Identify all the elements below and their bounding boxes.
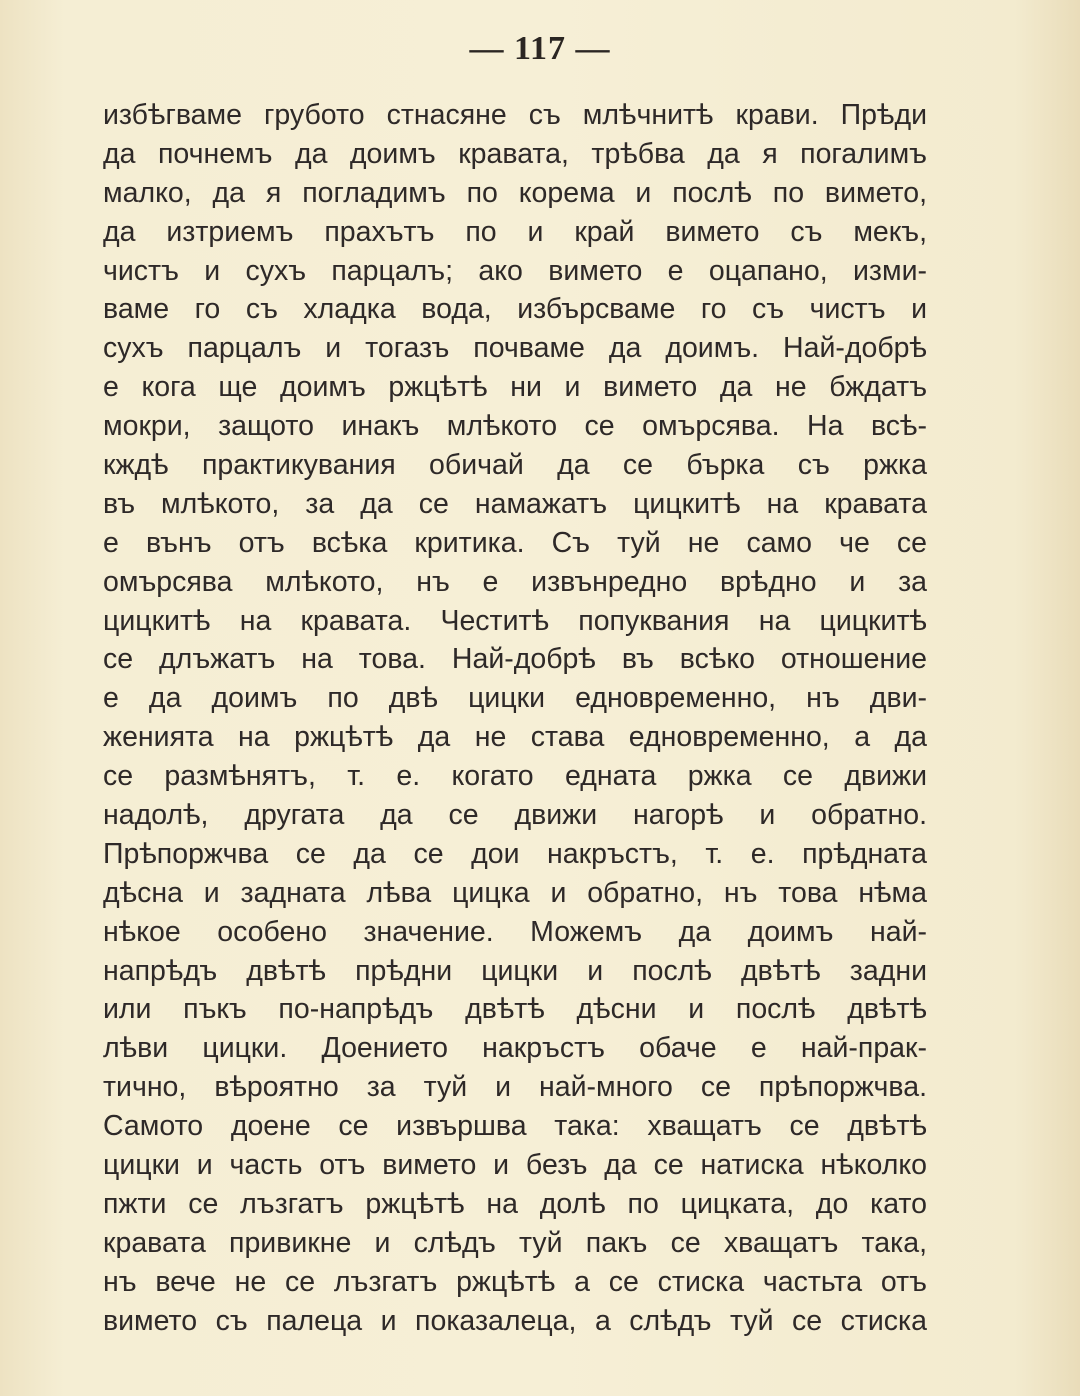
text-line: избѣгваме грубото стнасяне съ млѣчнитѣ крави. Прѣди xyxy=(103,99,927,131)
text-line: ваме го съ хладка вода, избърсваме го съ чистъ и xyxy=(103,293,927,326)
text-line: пжти се лъзгатъ ржцѣтѣ на долѣ по цицката, до като xyxy=(103,1187,927,1220)
text-line: дѣсна и задната лѣва цицка и обратно, нъ това нѣма xyxy=(103,876,927,909)
text-line: вимето съ палеца и показалеца, а слѣдъ туй се стиска xyxy=(103,1304,927,1337)
text-line: тично, вѣроятно за туй и най-много се прѣпоржчва. xyxy=(103,1071,927,1104)
text-line: е да доимъ по двѣ цицки едновременно, нъ дви- xyxy=(103,682,927,715)
text-line: се размѣнятъ, т. е. когато едната ржка се движи xyxy=(103,760,927,793)
text-line: да почнемъ да доимъ кравата, трѣбва да я погалимъ xyxy=(103,137,927,170)
body-text xyxy=(103,96,927,1341)
text-line: надолѣ, другата да се движи нагорѣ и обратно. xyxy=(103,799,927,832)
text-line: омърсява млѣкото, нъ е извънредно врѣдно и за xyxy=(103,565,927,598)
text-line: нѣкое особено значение. Можемъ да доимъ най- xyxy=(103,915,927,948)
text-line: напрѣдъ двѣтѣ прѣдни цицки и послѣ двѣтѣ задни xyxy=(103,954,927,987)
text-line: е кога ще доимъ ржцѣтѣ ни и вимето да не бждатъ xyxy=(103,371,927,404)
text-line: цицки и часть отъ вимето и безъ да се натиска нѣколко xyxy=(103,1149,927,1182)
text-line: Прѣпоржчва се да се дои накръстъ, т. е. прѣдната xyxy=(103,837,927,870)
text-line: да изтриемъ прахътъ по и край вимето съ мекъ, xyxy=(103,215,927,248)
text-line: или пъкъ по-напрѣдъ двѣтѣ дѣсни и послѣ двѣтѣ xyxy=(103,993,927,1026)
page-number: — 117 — xyxy=(469,30,611,67)
text-line: кравата привикне и слѣдъ туй пакъ се хващатъ така, xyxy=(103,1226,927,1259)
text-line: сухъ парцалъ и тогазъ почваме да доимъ. Най-добрѣ xyxy=(103,332,927,365)
text-line: женията на ржцѣтѣ да не става едновременно, а да xyxy=(103,721,927,754)
text-line: мокри, защото инакъ млѣкото се омърсява. На всѣ- xyxy=(103,410,927,443)
text-line: нъ вече не се лъзгатъ ржцѣтѣ а се стиска частьта отъ xyxy=(103,1265,927,1298)
text-line: малко, да я погладимъ по корема и послѣ по вимето, xyxy=(103,176,927,209)
text-line: се длъжатъ на това. Най-добрѣ въ всѣко отношение xyxy=(103,643,927,676)
text-line: въ млѣкото, за да се намажатъ цицкитѣ на кравата xyxy=(103,487,927,520)
text-line: лѣви цицки. Доението накръстъ обаче е най-прак- xyxy=(103,1032,927,1065)
text-line: цицкитѣ на кравата. Честитѣ попуквания на цицкитѣ xyxy=(103,604,927,637)
text-line: кждѣ практикувания обичай да се бърка съ ржка xyxy=(103,449,927,482)
text-line: чистъ и сухъ парцалъ; ако вимето е оцапано, изми- xyxy=(103,254,927,287)
text-line: Самото доене се извършва така: хващатъ се двѣтѣ xyxy=(103,1110,927,1143)
text-line: е вънъ отъ всѣка критика. Съ туй не само че се xyxy=(103,526,927,559)
